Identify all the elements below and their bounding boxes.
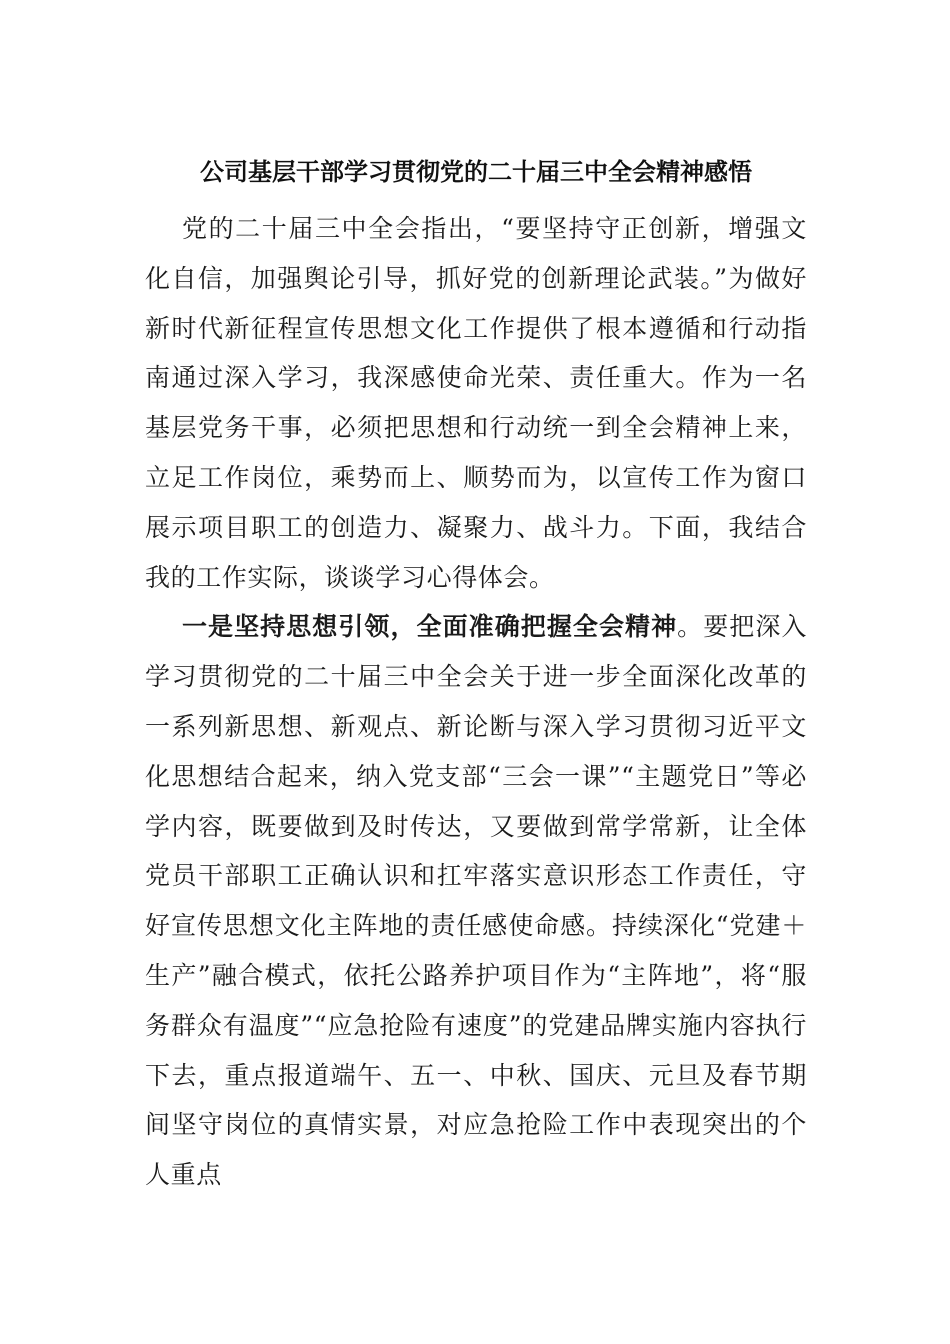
paragraph-point-one-text: 。要把深入学习贯彻党的二十届三中全会关于进一步全面深化改革的一系列新思想、新观点、新论断与深入学习贯彻习近平文化思想结合起来，纳入党支部“三会一课”“主题党日”等必学内容，既要做到及时传达，又要做到常学常新，让全体党员干部职工正确认识和扛牢落实意识形态工作责任，守好宣传思想文化主阵地的责任感使命感。持续深化“党建＋生产”融合模式，依托公路养护项目作为“主阵地”，将“服务群众有温度”“应急抢险有速度”的党建品牌实施内容执行下去，重点报道端午、五一、中秋、国庆、元旦及春节期间坚守岗位的真情实景，对应急抢险工作中表现突出的个人重点 [145,612,807,1190]
paragraph-point-one-heading: 一是坚持思想引领，全面准确把握全会精神 [182,612,678,642]
paragraph-intro [145,204,807,602]
document-body [145,152,807,1200]
paragraph-intro-text: 党的二十届三中全会指出，“要坚持守正创新，增强文化自信，加强舆论引导，抓好党的创新理论武装。”为做好新时代新征程宣传思想文化工作提供了根本遵循和行动指南通过深入学习，我深感使命光荣、责任重大。作为一名基层党务干事，必须把思想和行动统一到全会精神上来，立足工作岗位，乘势而上、顺势而为，以宣传工作为窗口展示项目职工的创造力、凝聚力、战斗力。下面，我结合我的工作实际，谈谈学习心得体会。 [145,214,807,592]
paragraph-point-one [145,602,807,1200]
document-title: 公司基层干部学习贯彻党的二十届三中全会精神感悟 [200,158,752,186]
